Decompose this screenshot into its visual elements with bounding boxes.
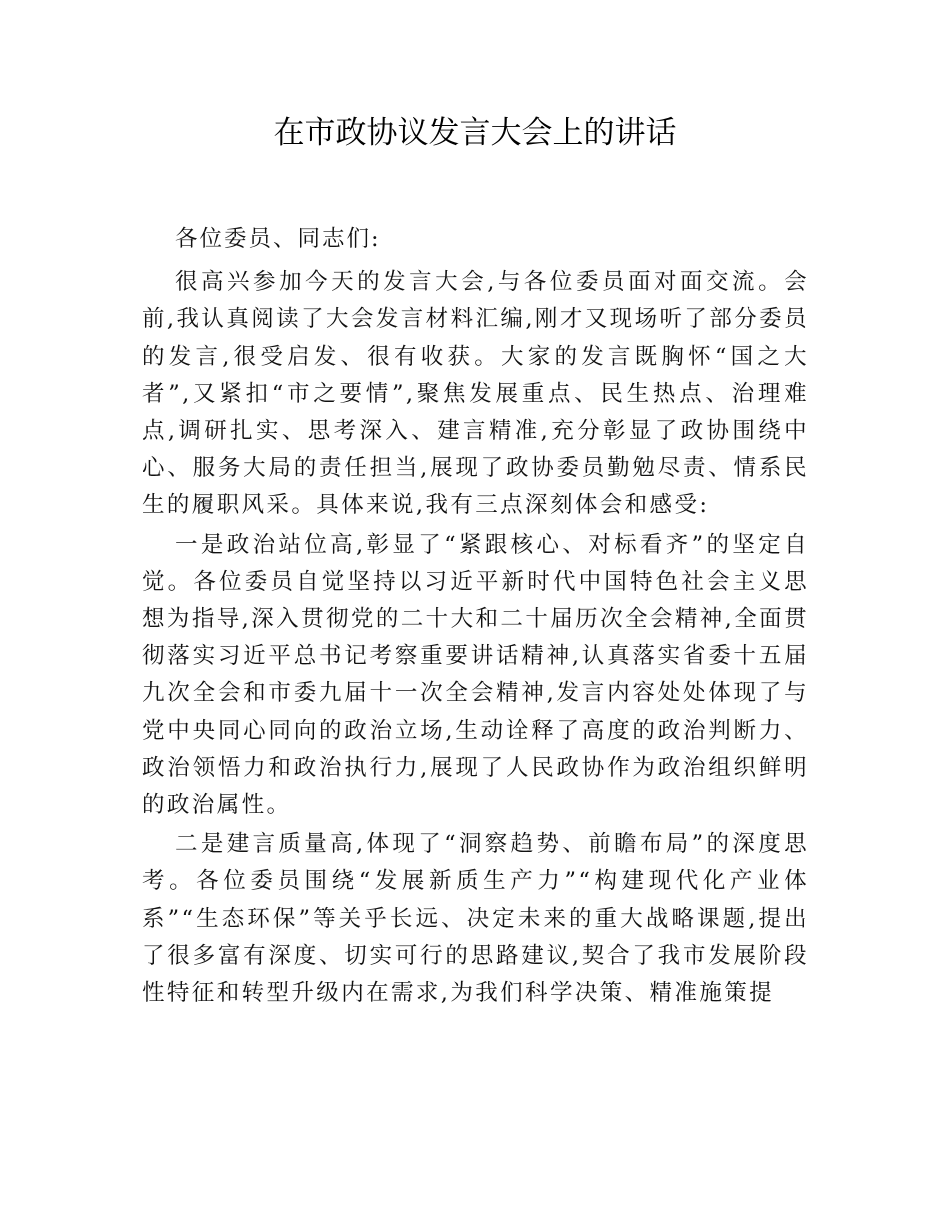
paragraph-intro: 很高兴参加今天的发言大会,与各位委员面对面交流。会前,我认真阅读了大会发言材料汇编,刚才又现场听了部分委员的发言,很受启发、很有收获。大家的发言既胸怀“国之大者”,又紧扣“市之要情”,聚焦发展重点、民生热点、治理难点,调研扎实、思考深入、建言精准,充分彰显了政协围绕中心、服务大局的责任担当,展现了政协委员勤勉尽责、情系民生的履职风采。具体来说,我有三点深刻体会和感受: xyxy=(142,269,809,519)
paragraph-point-one: 一是政治站位高,彰显了“紧跟核心、对标看齐”的坚定自觉。各位委员自觉坚持以习近平新时代中国特色社会主义思想为指导,深入贯彻党的二十大和二十届历次全会精神,全面贯彻落实习近平总书记考察重要讲话精神,认真落实省委十五届九次全会和市委九届十一次全会精神,发言内容处处体现了与党中央同心同向的政治立场,生动诠释了高度的政治判断力、政治领悟力和政治执行力,展现了人民政协作为政治组织鲜明的政治属性。 xyxy=(142,531,809,819)
paragraph-point-two: 二是建言质量高,体现了“洞察趋势、前瞻布局”的深度思考。各位委员围绕“发展新质生产力”“构建现代化产业体系”“生态环保”等关乎长远、决定未来的重大战略课题,提出了很多富有深度、切实可行的思路建议,契合了我市发展阶段性特征和转型升级内在需求,为我们科学决策、精准施策提 xyxy=(142,831,809,1007)
document-title: 在市政协议发言大会上的讲话 xyxy=(273,115,677,151)
greeting-line: 各位委员、同志们: xyxy=(175,226,381,252)
document-body xyxy=(142,221,809,1014)
